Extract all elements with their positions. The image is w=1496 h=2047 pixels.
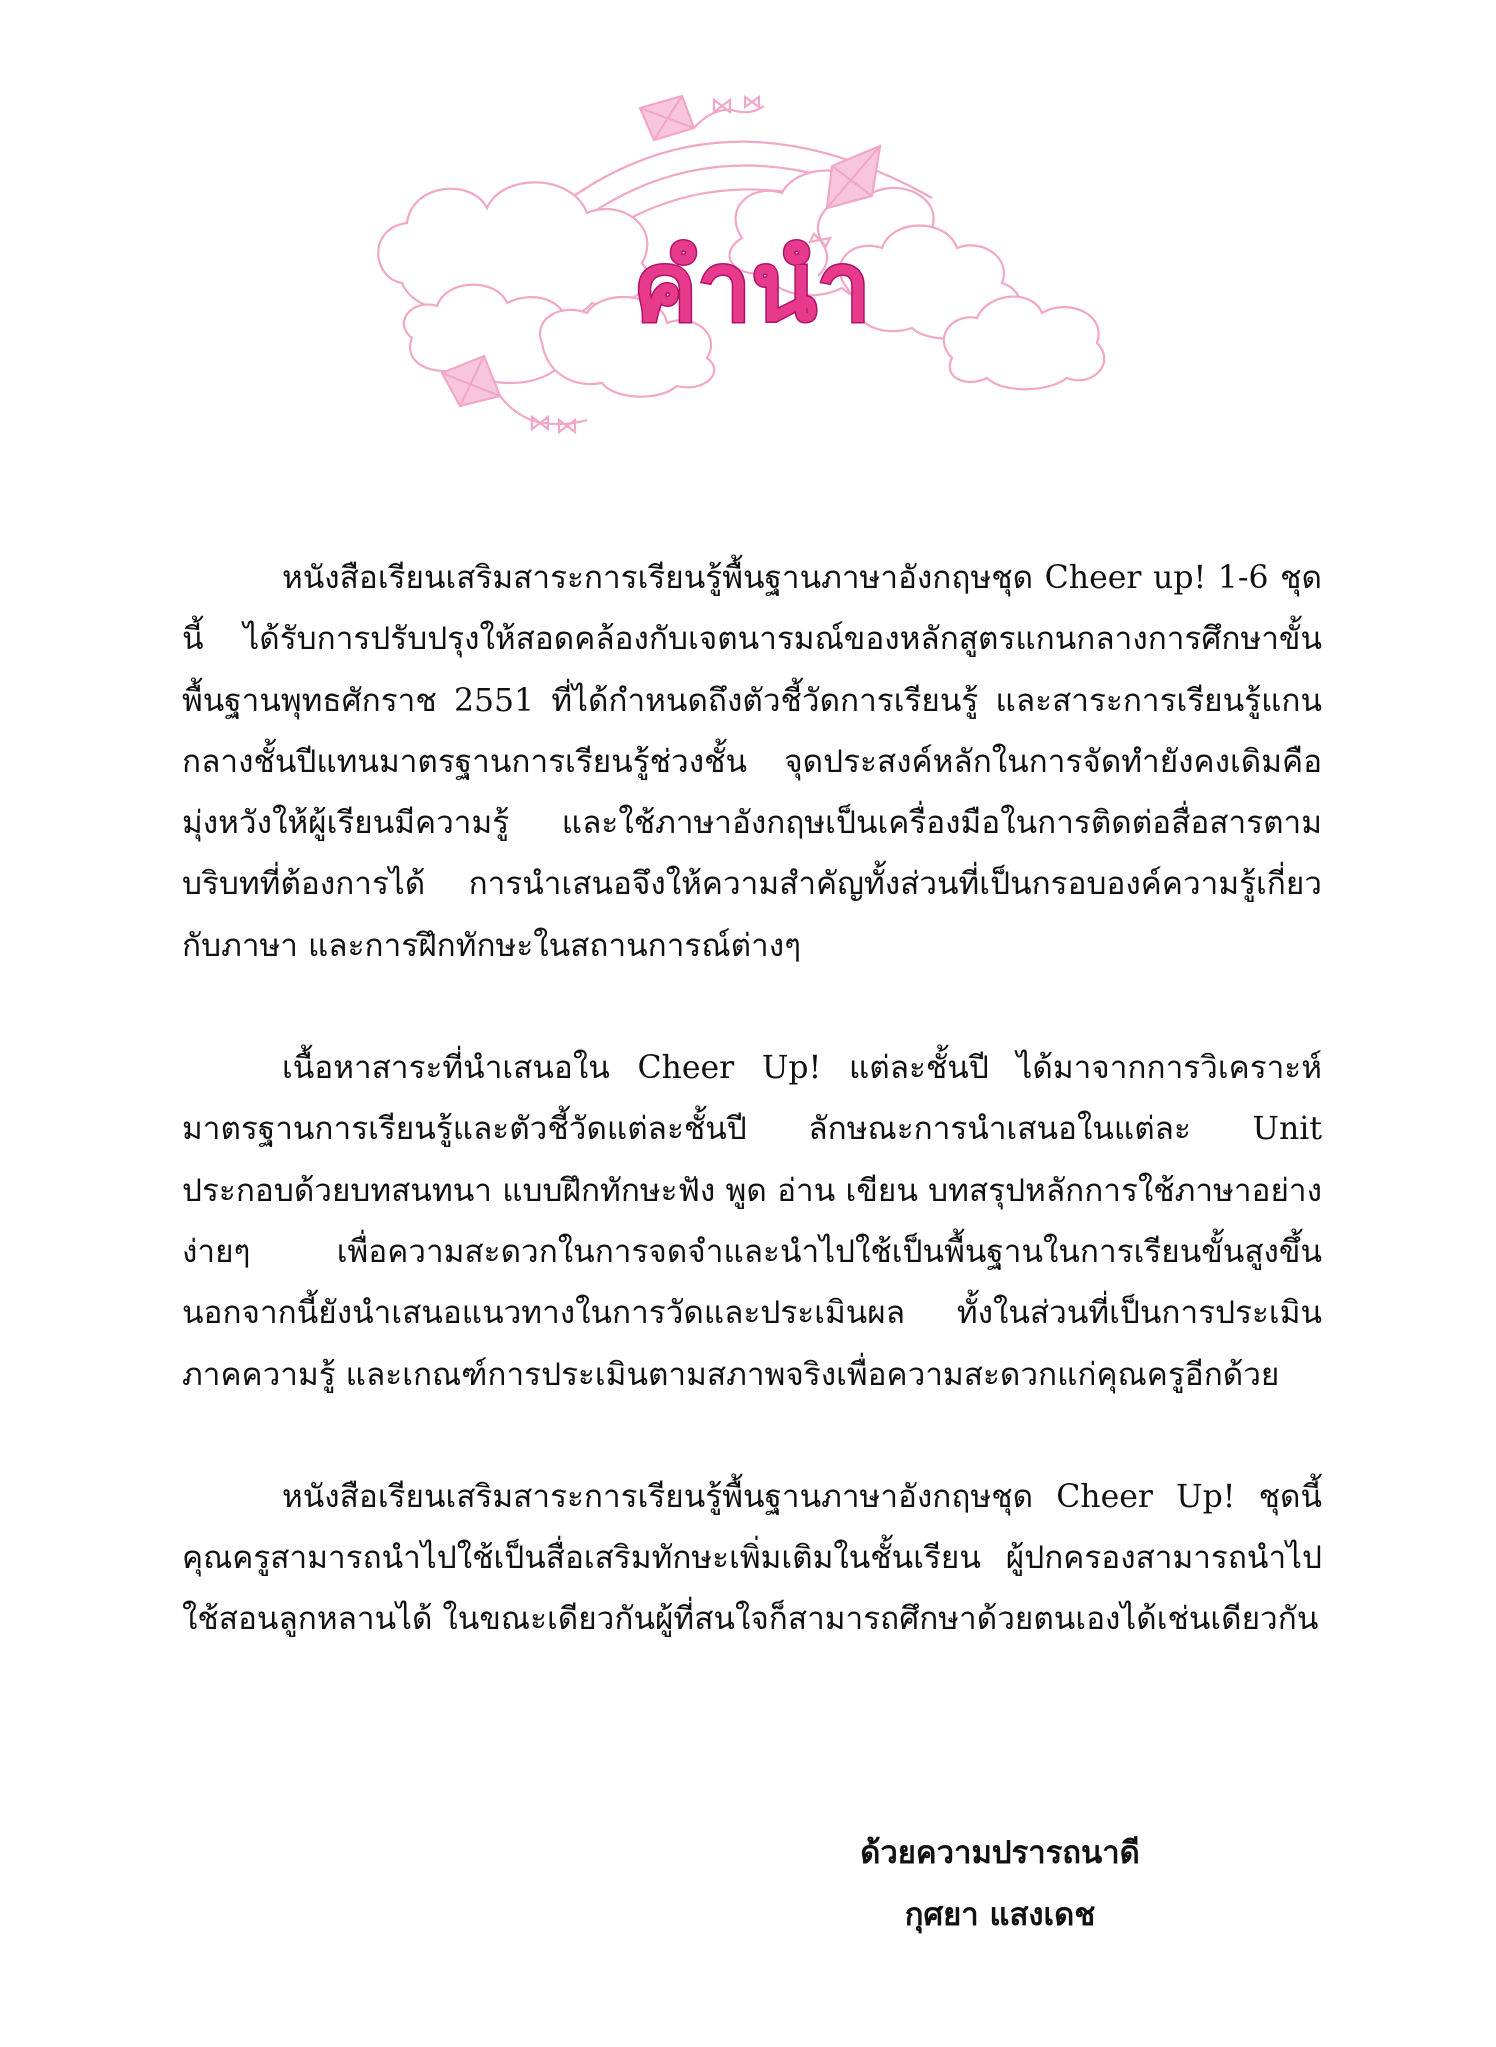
paragraph-3: หนังสือเรียนเสริมสาระการเรียนรู้พื้นฐานภาษาอังกฤษชุด Cheer Up! ชุดนี้ คุณครูสามารถนำไปใช้เป็นสื่อเสริมทักษะเพิ่มเติมในชั้นเรียน ผู้ปกครองสามารถนำไปใช้สอนลูกหลานได้ ในขณะเดียวกันผู้ที่สนใจก็สามารถศึกษาด้วยตนเองได้เช่นเดียวกัน [182, 1478, 1322, 1638]
title-artwork [372, 88, 1132, 466]
signature-closing: ด้วยความปรารถนาดี [860, 1835, 1140, 1871]
paragraph-2: เนื้อหาสาระที่นำเสนอใน Cheer Up! แต่ละชั้นปี ได้มาจากการวิเคราะห์มาตรฐานการเรียนรู้และตัวชี้วัดแต่ละชั้นปี ลักษณะการนำเสนอในแต่ละ Unit ประกอบด้วยบทสนทนา แบบฝึกทักษะฟัง พูด อ่าน เขียน บทสรุปหลักการใช้ภาษาอย่างง่ายๆ เพื่อความสะดวกในการจดจำและนำไปใช้เป็นพื้นฐานในการเรียนขั้นสูงขึ้น นอกจากนี้ยังนำเสนอแนวทางในการวัดและประเมินผล ทั้งในส่วนที่เป็นการประเมินภาคความรู้ และเกณฑ์การประเมินตามสภาพจริงเพื่อความสะดวกแก่คุณครูอีกด้วย [182, 1050, 1322, 1393]
preface-body [182, 548, 1322, 1651]
page-title: คำนำ [633, 231, 871, 343]
signature-block [760, 1822, 1240, 1946]
signature-author: กุศยา แสงเดช [904, 1897, 1096, 1933]
paragraph-1: หนังสือเรียนเสริมสาระการเรียนรู้พื้นฐานภาษาอังกฤษชุด Cheer up! 1-6 ชุดนี้ ได้รับการปรับปรุงให้สอดคล้องกับเจตนารมณ์ของหลักสูตรแกนกลางการศึกษาขั้นพื้นฐานพุทธศักราช 2551 ที่ได้กำหนดถึงตัวชี้วัดการเรียนรู้ และสาระการเรียนรู้แกนกลางชั้นปีแทนมาตรฐานการเรียนรู้ช่วงชั้น จุดประสงค์หลักในการจัดทำยังคงเดิมคือ มุ่งหวังให้ผู้เรียนมีความรู้ และใช้ภาษาอังกฤษเป็นเครื่องมือในการติดต่อสื่อสารตามบริบทที่ต้องการได้ การนำเสนอจึงให้ความสำคัญทั้งส่วนที่เป็นกรอบองค์ความรู้เกี่ยวกับภาษา และการฝึกทักษะในสถานการณ์ต่างๆ [182, 560, 1322, 964]
header-illustration [372, 88, 1132, 466]
